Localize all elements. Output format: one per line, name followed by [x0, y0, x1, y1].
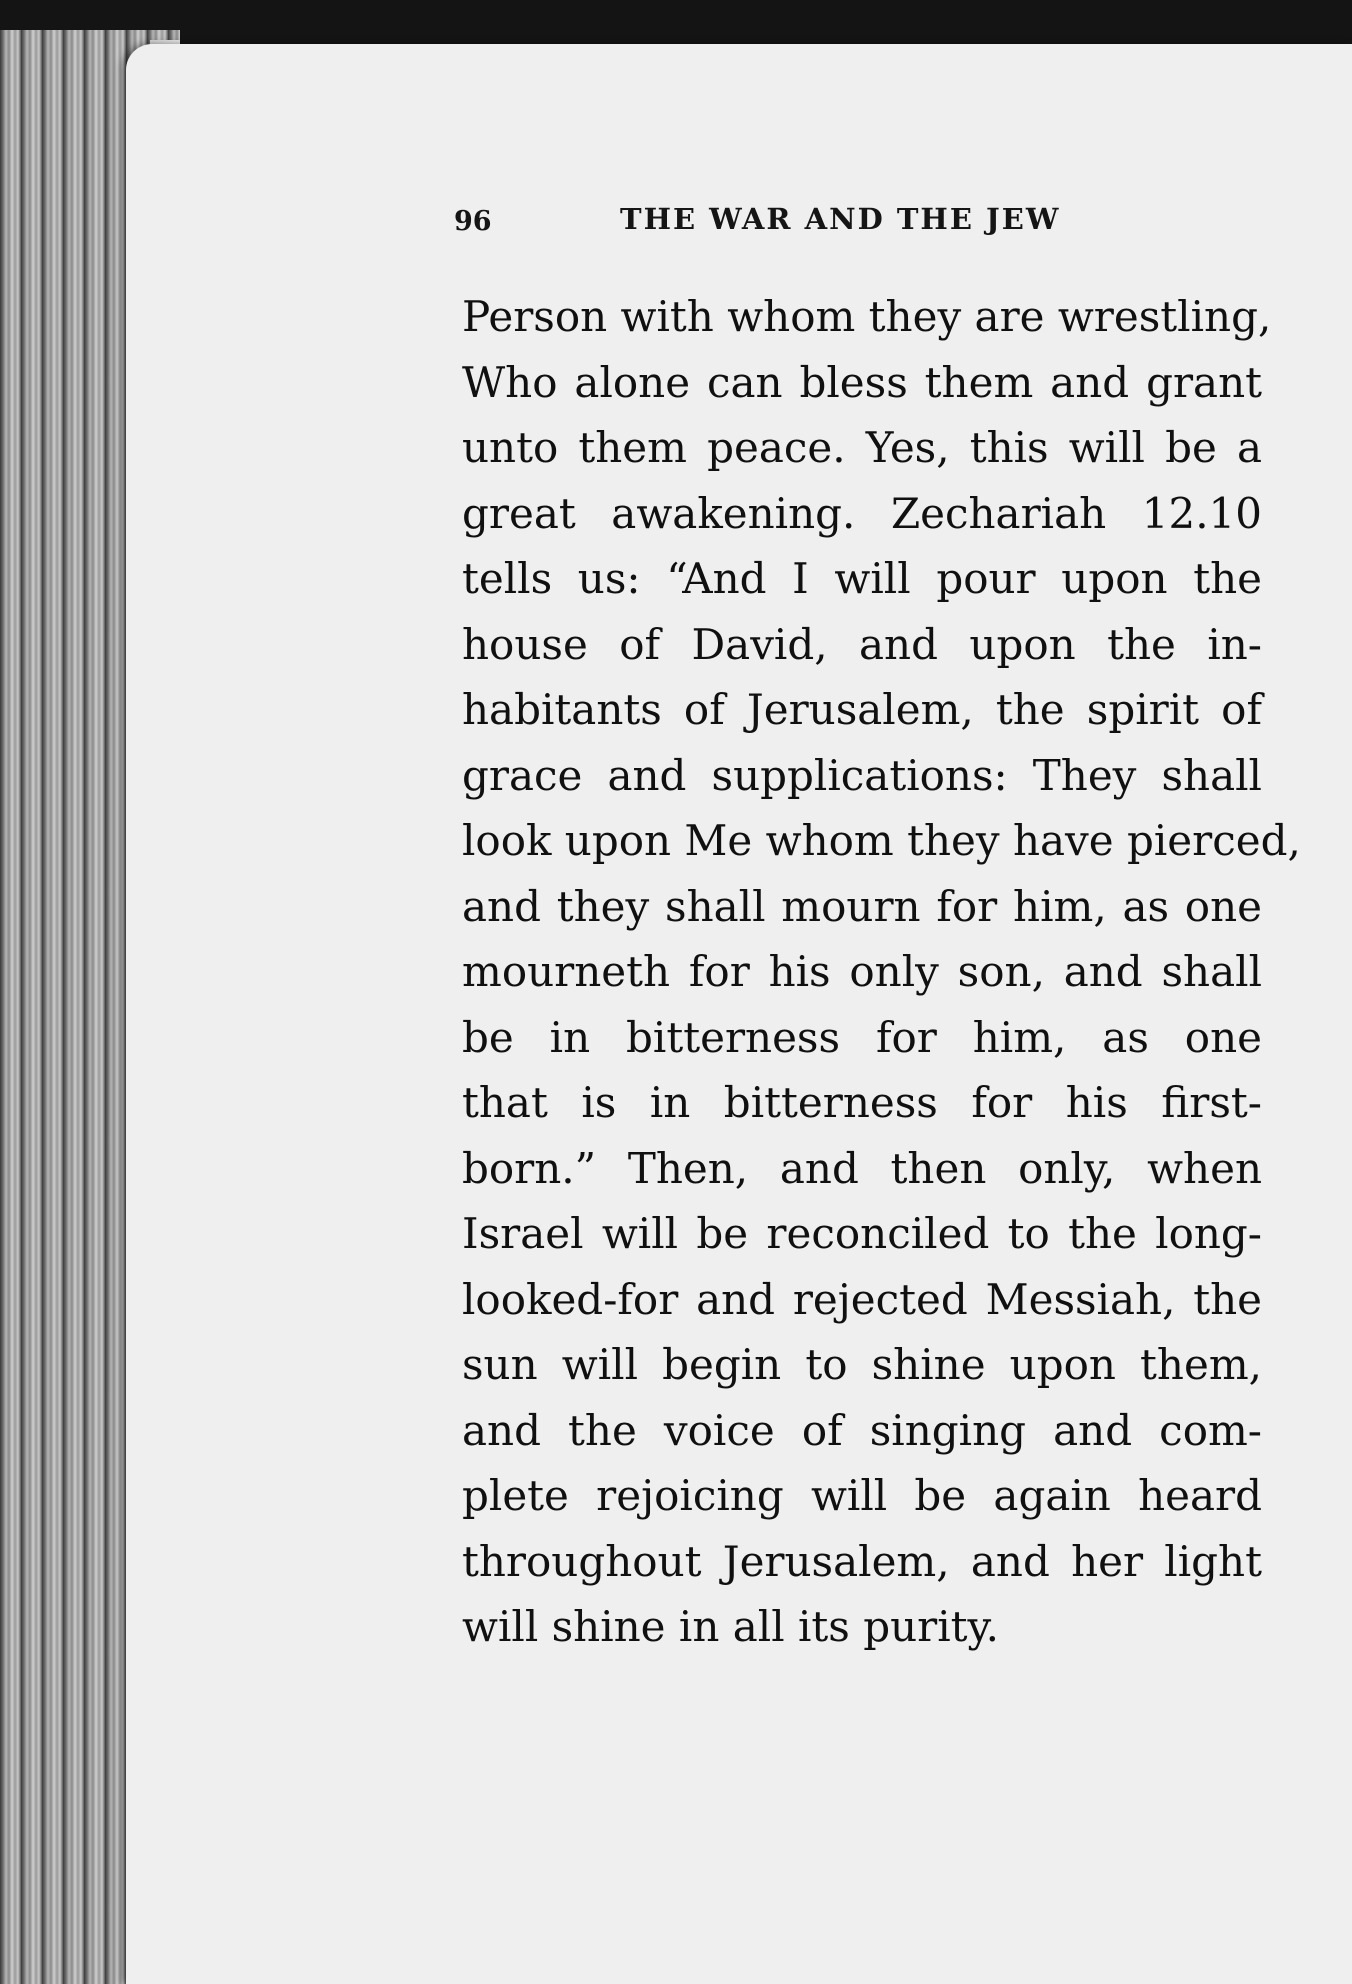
text-line: Israel will be reconciled to the long-: [462, 1209, 1262, 1258]
text-line: will shine in all its purity.: [462, 1602, 1000, 1651]
running-head: [454, 200, 1094, 240]
text-line: grace and supplications: They shall: [462, 750, 1262, 800]
running-head-title: THE WAR AND THE JEW: [620, 202, 1061, 236]
text-line: look upon Me whom they have pierced,: [462, 816, 1301, 865]
text-line: be in bitterness for him, as one: [462, 1012, 1262, 1062]
text-line: Who alone can bless them and grant: [462, 357, 1262, 407]
text-line: mourneth for his only son, and shall: [462, 947, 1262, 996]
text-line: plete rejoicing will be again heard: [462, 1471, 1262, 1520]
text-line: that is in bitterness for his first-: [462, 1078, 1262, 1127]
text-line: house of David, and upon the in-: [462, 619, 1262, 669]
text-line: and the voice of singing and com-: [462, 1405, 1262, 1455]
text-line: born.” Then, and then only, when: [462, 1143, 1262, 1193]
text-line: throughout Jerusalem, and her light: [462, 1536, 1262, 1586]
scan-top-border: [0, 0, 1352, 48]
text-line: looked-for and rejected Messiah, the: [462, 1274, 1262, 1324]
text-line: unto them peace. Yes, this will be a: [462, 423, 1262, 472]
text-line: tells us: “And I will pour upon the: [462, 554, 1262, 603]
text-line: and they shall mourn for him, as one: [462, 881, 1262, 931]
body-text: [462, 284, 1301, 1660]
text-line: sun will begin to shine upon them,: [462, 1340, 1262, 1389]
text-line: Person with whom they are wrestling,: [462, 292, 1272, 341]
text-line: habitants of Jerusalem, the spirit of: [462, 685, 1262, 734]
page-number: 96: [454, 206, 492, 237]
text-line: great awakening. Zechariah 12.10: [462, 488, 1262, 538]
